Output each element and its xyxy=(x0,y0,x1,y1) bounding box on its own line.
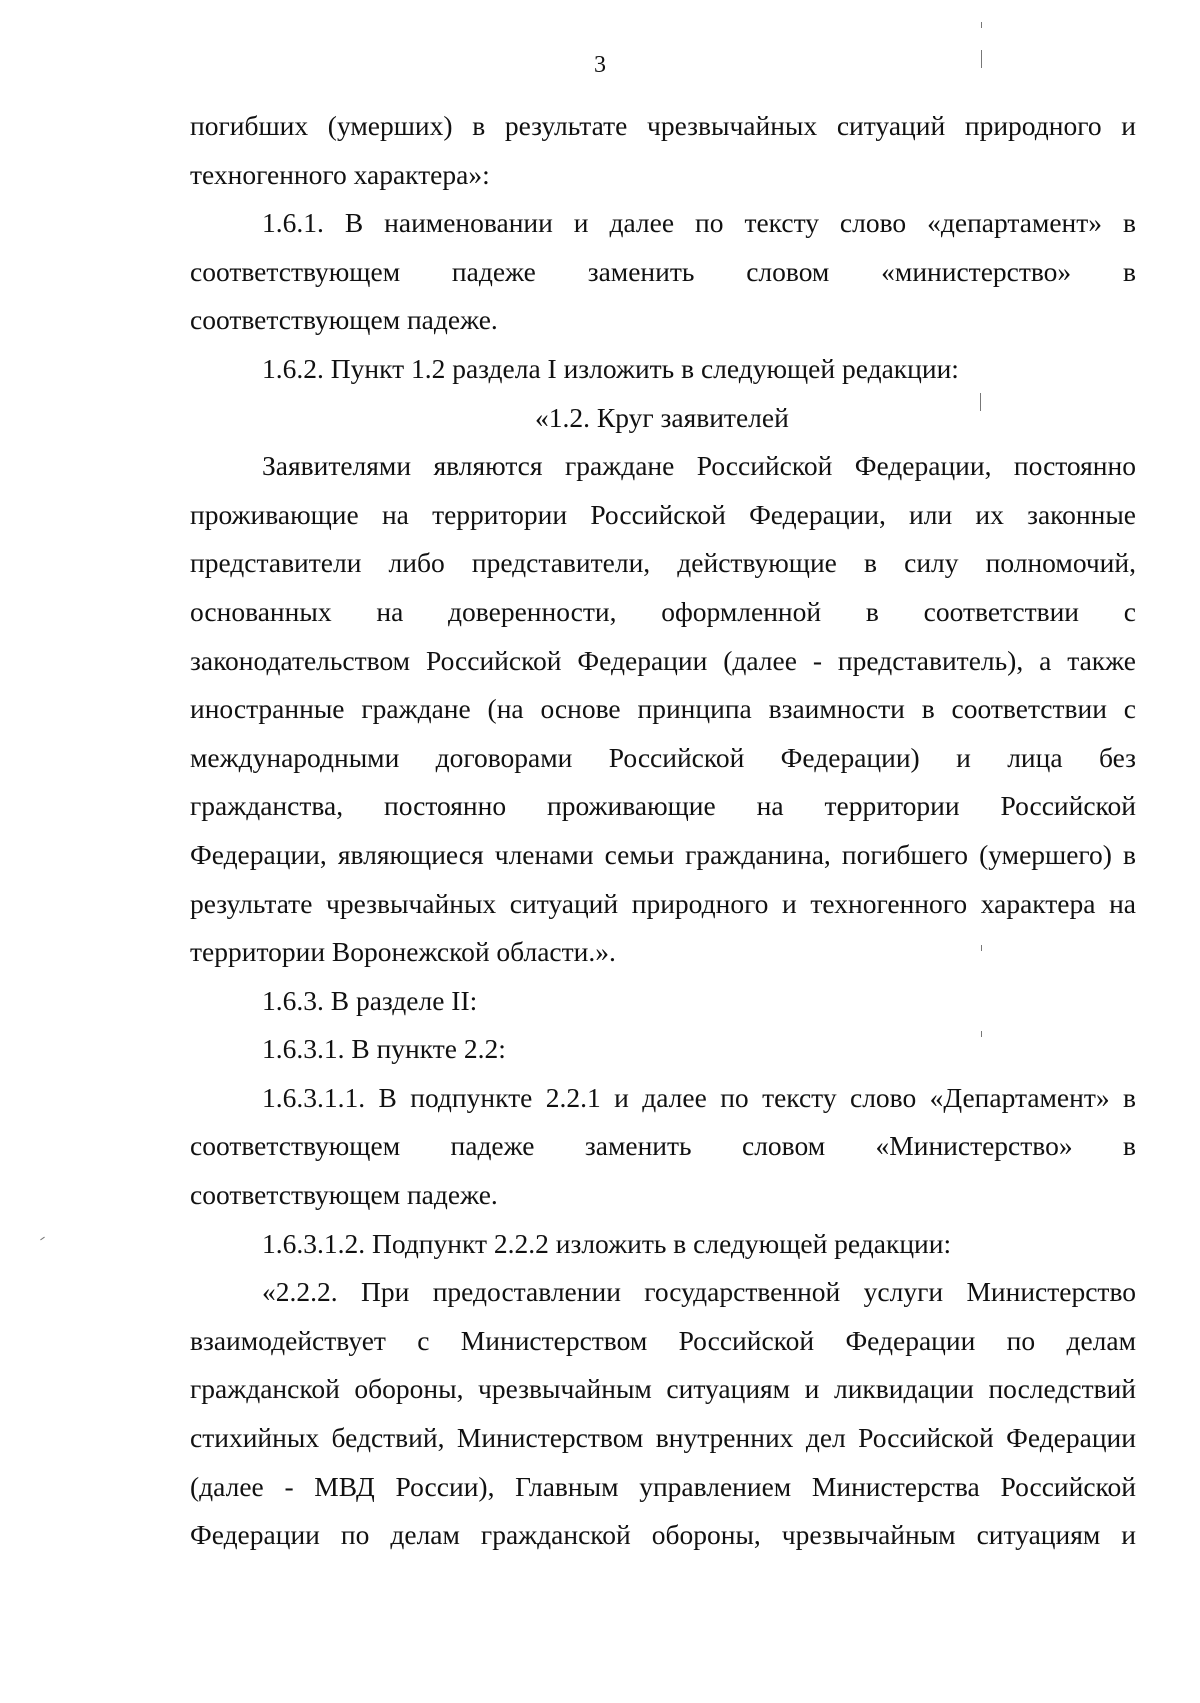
text-line: техногенного характера»: xyxy=(190,158,490,190)
text-line: соответствующем падеже. xyxy=(190,1179,498,1211)
text-line: «1.2. Круг заявителей xyxy=(535,401,789,433)
text-line: Федерации, являющиеся членами семьи гражданина, погибшего (умершего) в xyxy=(190,838,1136,870)
document-body xyxy=(190,102,1136,1560)
text-line: соответствующем падеже заменить словом «министерство» в xyxy=(190,255,1136,287)
scan-artifact-mark xyxy=(981,22,982,28)
text-line: соответствующем падеже заменить словом «Министерство» в xyxy=(190,1130,1136,1162)
text-line: (далее - МВД России), Главным управлением Министерства Российской xyxy=(190,1470,1136,1502)
paragraph-1-6-3-1 xyxy=(190,1025,1136,1074)
scan-artifact-mark xyxy=(981,1031,982,1037)
text-line: территории Воронежской области.». xyxy=(190,936,616,968)
text-line: стихийных бедствий, Министерством внутренних дел Российской Федерации xyxy=(190,1422,1136,1454)
text-line: взаимодействует с Министерством Российской Федерации по делам xyxy=(190,1324,1136,1356)
scan-artifact-mark xyxy=(40,1237,45,1241)
text-line: Заявителями являются граждане Российской Федерации, постоянно xyxy=(262,450,1136,482)
page-number: 3 xyxy=(594,52,606,78)
text-line: проживающие на территории Российской Федерации, или их законные xyxy=(190,498,1136,530)
paragraph-1-6-1 xyxy=(190,199,1136,345)
scan-artifact-mark xyxy=(981,50,982,68)
paragraph-zayaviteli xyxy=(190,442,1136,977)
scan-artifact-mark xyxy=(980,393,981,411)
paragraph-intro-continuation xyxy=(190,102,1136,199)
paragraph-1-6-2 xyxy=(190,345,1136,394)
text-line: «2.2.2. При предоставлении государственной услуги Министерство xyxy=(262,1276,1136,1308)
text-line: Федерации по делам гражданской обороны, чрезвычайным ситуациям и xyxy=(190,1519,1136,1551)
text-line: гражданства, постоянно проживающие на территории Российской xyxy=(190,790,1136,822)
text-line: 1.6.1. В наименовании и далее по тексту слово «департамент» в xyxy=(262,207,1136,239)
text-line: представители либо представители, действующие в силу полномочий, xyxy=(190,547,1136,579)
text-line: результате чрезвычайных ситуаций природного и техногенного характера на xyxy=(190,887,1136,919)
text-line: 1.6.3. В разделе II: xyxy=(262,984,478,1016)
section-heading-krug-zayaviteley xyxy=(190,394,1136,443)
paragraph-2-2-2 xyxy=(190,1268,1136,1560)
text-line: 1.6.3.1.2. Подпункт 2.2.2 изложить в следующей редакции: xyxy=(262,1227,952,1259)
text-line: погибших (умерших) в результате чрезвычайных ситуаций природного и xyxy=(190,110,1136,141)
text-line: законодательством Российской Федерации (далее - представитель), а также xyxy=(190,644,1136,676)
text-line: иностранные граждане (на основе принципа взаимности в соответствии с xyxy=(190,693,1136,725)
paragraph-1-6-3-1-2 xyxy=(190,1220,1136,1269)
scan-artifact-mark xyxy=(981,945,982,951)
text-line: основанных на доверенности, оформленной в соответствии с xyxy=(190,595,1136,627)
text-line: 1.6.3.1.1. В подпункте 2.2.1 и далее по тексту слово «Департамент» в xyxy=(262,1081,1136,1113)
text-line: соответствующем падеже. xyxy=(190,304,498,336)
paragraph-1-6-3 xyxy=(190,977,1136,1026)
text-line: 1.6.2. Пункт 1.2 раздела I изложить в следующей редакции: xyxy=(262,352,959,384)
text-line: 1.6.3.1. В пункте 2.2: xyxy=(262,1033,506,1065)
paragraph-1-6-3-1-1 xyxy=(190,1074,1136,1220)
text-line: международными договорами Российской Федерации) и лица без xyxy=(190,741,1136,773)
text-line: гражданской обороны, чрезвычайным ситуациям и ликвидации последствий xyxy=(190,1373,1136,1405)
